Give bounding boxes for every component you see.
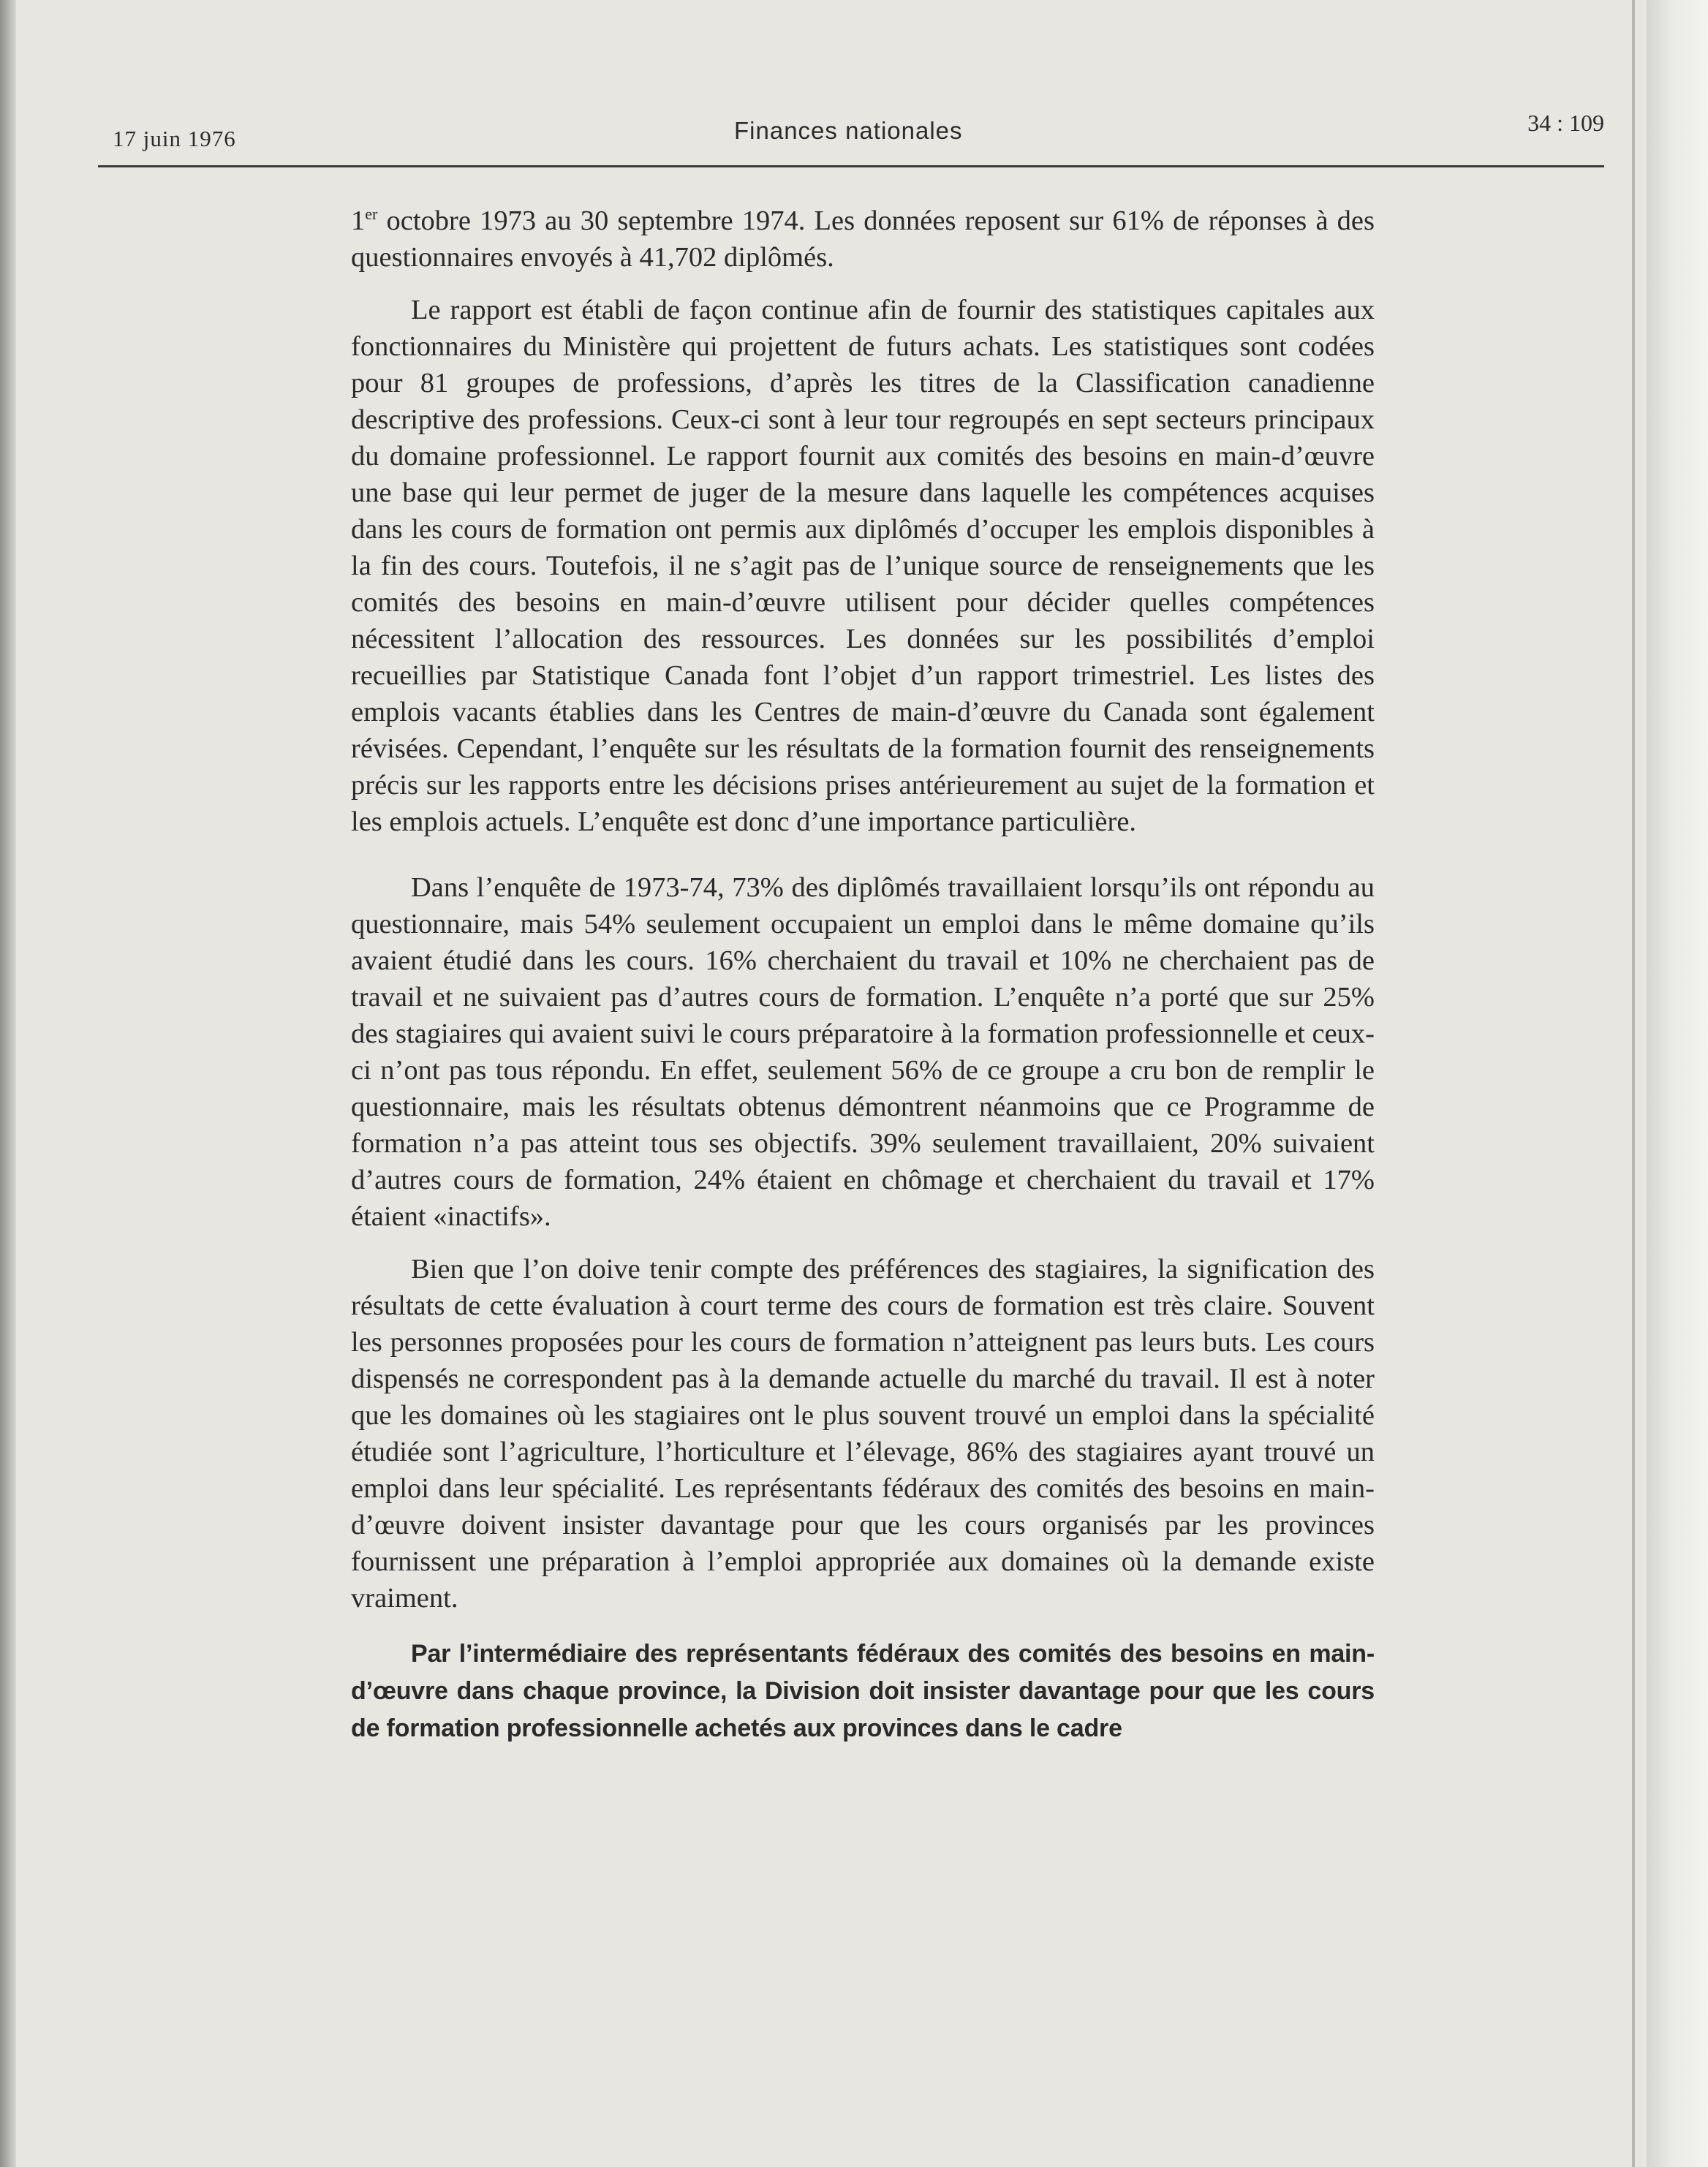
page-fold — [1632, 0, 1635, 2167]
document-page — [16, 0, 1647, 2167]
scan-edge — [0, 0, 16, 2167]
ordinal-number: 1 — [351, 205, 366, 236]
page-number: 34 : 109 — [1527, 110, 1604, 136]
ordinal-superscript: er — [365, 205, 378, 223]
paragraph-continued — [351, 196, 1375, 276]
body-text — [351, 196, 1375, 1763]
paragraph-significance: Bien que l’on doive tenir compte des préférences des stagiaires, la signification des résultats de cette évaluation à court terme des cours de formation est très claire. Souvent les personnes proposées pour les cours de formation n’atteignent pas leurs buts. Les cours dispensés ne correspondent pas à la demande actuelle du marché du travail. Il est à noter que les domaines où les stagiaires ont le plus souvent trouvé un emploi dans la spécialité étudiée sont l’agriculture, l’horticulture et l’élevage, 86% des stagiaires ayant trouvé un emploi dans leur spécialité. Les représentants fédéraux des comités des besoins en main-d’œuvre doivent insister davantage pour que les cours organisés par les provinces fournissent une préparation à l’emploi appropriée aux domaines où la demande existe vraiment. — [351, 1254, 1375, 1614]
header-date: 17 juin 1976 — [113, 126, 236, 151]
page-header — [98, 110, 1604, 167]
paragraph-recommendation: Par l’intermédiaire des représentants fédéraux des comités des besoins en main-d’œuvre dans chaque province, la Division doit insister davantage pour que les cours de formation professionnelle achetés aux provinces dans le cadre — [351, 1640, 1375, 1742]
header-title: Finances nationales — [734, 117, 963, 144]
paragraph-survey: Dans l’enquête de 1973-74, 73% des diplômés travaillaient lorsqu’ils ont répondu au questionnaire, mais 54% seulement occupaient un emploi dans le même domaine qu’ils avaient étudié dans les cours. 16% cherchaient du travail et 10% ne cherchaient pas de travail et ne suivaient pas d’autres cours de formation. L’enquête n’a porté que sur 25% des stagiaires qui avaient suivi le cours préparatoire à la formation professionnelle et ceux-ci n’ont pas tous répondu. En effet, seulement 56% de ce groupe a cru bon de remplir le questionnaire, mais les résultats obtenus démontrent néanmoins que ce Programme de formation n’a pas atteint tous ses objectifs. 39% seulement travaillaient, 20% suivaient d’autres cours de formation, 24% étaient en chômage et cherchaient du travail et 17% étaient «inactifs». — [351, 872, 1375, 1232]
paragraph-continued-text: octobre 1973 au 30 septembre 1974. Les données reposent sur 61% de réponses à des questionnaires envoyés à 41,702 diplômés. — [351, 205, 1375, 273]
paragraph-report: Le rapport est établi de façon continue afin de fournir des statistiques capitales aux fonctionnaires du Ministère qui projettent de futurs achats. Les statistiques sont codées pour 81 groupes de professions, d’après les titres de la Classification canadienne descriptive des professions. Ceux-ci sont à leur tour regroupés en sept secteurs principaux du domaine professionnel. Le rapport fournit aux comités des besoins en main-d’œuvre une base qui leur permet de juger de la mesure dans laquelle les compétences acquises dans les cours de formation ont permis aux diplômés d’occuper les emplois disponibles à la fin des cours. Toutefois, il ne s’agit pas de l’unique source de renseignements que les comités des besoins en main-d’œuvre utilisent pour décider quelles compétences nécessitent l’allocation des ressources. Les données sur les possibilités d’emploi recueillies par Statistique Canada font l’objet d’un rapport trimestriel. Les listes des emplois vacants établies dans les Centres de main-d’œuvre du Canada sont également révisées. Cependant, l’enquête sur les résultats de la formation fournit des renseignements précis sur les rapports entre les décisions prises antérieurement au sujet de la formation et les emplois actuels. L’enquête est donc d’une importance particulière. — [351, 295, 1375, 837]
page-margin-shadow — [1647, 0, 1708, 2167]
